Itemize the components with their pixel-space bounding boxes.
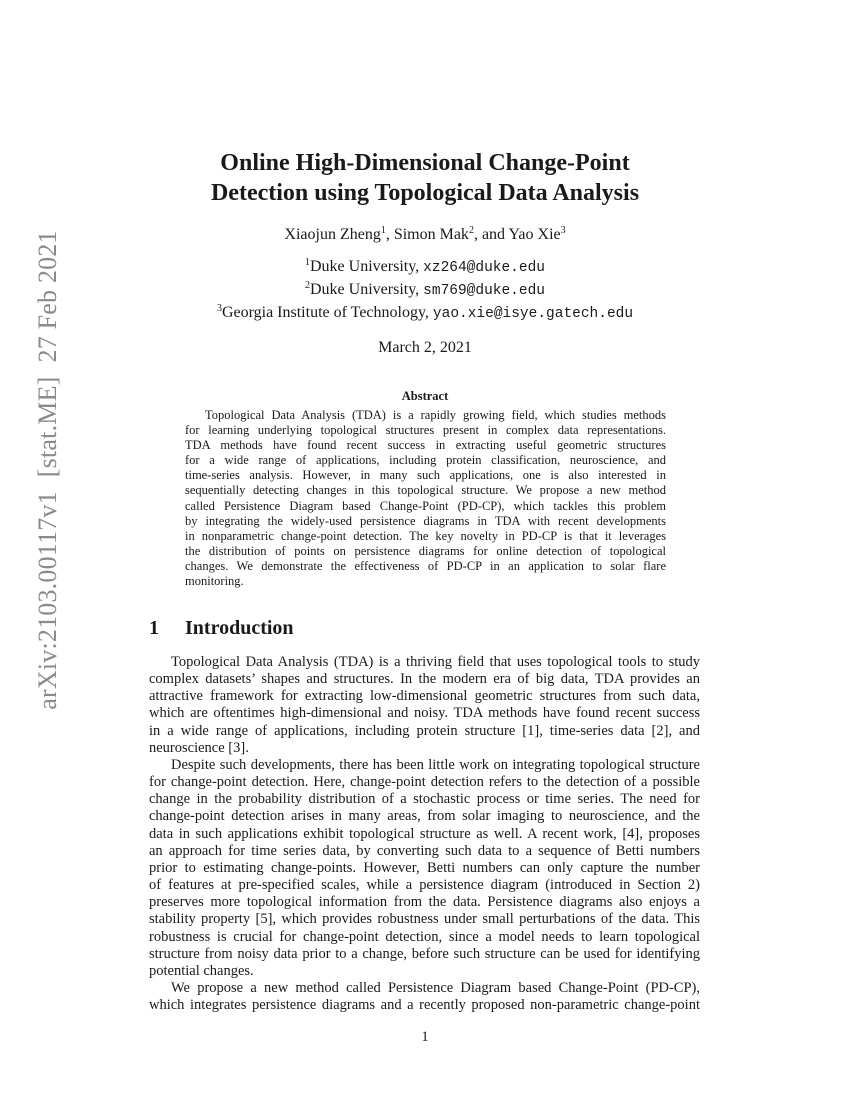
author-email: yao.xie@isye.gatech.edu [432,306,634,322]
body-line: structure from noisy data prior to a change, before such structure can be used for identifying [149,945,700,962]
publication-date: March 2, 2021 [378,339,472,356]
abstract-line: Topological Data Analysis (TDA) is a rapidly growing field, which studies methods [205,408,666,422]
affiliation-line [0,256,850,279]
body-line: an approach for time series data, by converting such data to a sequence of Betti numbers [149,842,700,859]
author-name: Xiaojun Zheng [284,226,381,243]
body-line: change-point detection arises in many areas, from solar imaging to neuroscience, and the [149,808,700,825]
affiliation-institution: Duke University, [310,281,424,298]
body-line: for change-point detection. Here, change-point detection refers to the detection of a possible [149,774,700,791]
author-affiliation-mark: 1 [380,225,386,236]
body-line: preserves more topological information from the data. Persistence diagrams also enjoys a [149,894,700,911]
body-line: prior to estimating change-points. However, Betti numbers can only capture the number [149,859,700,876]
abstract-line: TDA methods have found recent success in extracting useful geometric structures [185,438,666,453]
abstract-heading: Abstract [401,389,449,403]
abstract-line: for a wide range of applications, including protein classification, neuroscience, and [185,453,666,468]
body-line: Topological Data Analysis (TDA) is a thriving field that uses topological tools to study [171,654,700,670]
author-affiliation-mark: 2 [468,225,474,236]
affiliation-mark: 1 [305,257,310,268]
affiliation-institution: Georgia Institute of Technology, [221,304,433,321]
introduction-body [149,654,700,1014]
abstract-line: monitoring. [185,574,244,589]
abstract-line: the distribution of points on persistence diagrams for online detection of topological [185,543,666,558]
abstract-line: changes. We demonstrate the effectiveness of PD-CP in an application to solar flare [185,558,666,573]
author-list [0,226,850,244]
body-line: neuroscience [3]. [149,739,249,756]
body-line: potential changes. [149,962,254,979]
body-line: data in such applications exhibit topological structure as well. A recent work, [4], proposes [149,825,700,842]
title-line: Online High-Dimensional Change-Point [220,150,630,176]
body-line: complex datasets’ shapes and structures. In the modern era of big data, TDA provides an [149,671,700,688]
body-line: which are oftentimes high-dimensional and noisy. TDA methods have found recent success [149,705,700,722]
body-line: which integrates persistence diagrams and a recently proposed non-parametric change-point [149,997,700,1014]
section-number: 1 [149,617,159,639]
abstract-body [185,408,666,589]
affiliation-list [0,256,850,325]
affiliation-institution: Duke University, [310,258,424,275]
author-separator: , and [473,226,509,243]
section-title: Introduction [185,617,294,639]
body-line: We propose a new method called Persistence Diagram based Change-Point (PD-CP), [171,979,700,996]
author-email: sm769@duke.edu [423,283,545,299]
abstract-line: in nonparametric change-point detection. The key novelty in PD-CP is that it leverages [185,528,666,543]
arxiv-category: [stat.ME] [33,376,62,478]
section-heading [149,617,294,640]
paper-title [0,148,850,208]
body-line: stability property [5], which provides robustness under small perturbations of the data. This [149,911,700,928]
title-line: Detection using Topological Data Analysis [210,180,640,206]
body-line: attractive framework for extracting low-dimensional geometric structures from such data, [149,688,700,705]
affiliation-mark: 2 [305,280,310,291]
arxiv-date: 27 Feb 2021 [33,230,62,363]
body-line: Despite such developments, there has been little work on integrating topological structure [171,756,700,773]
body-line: robustness is crucial for change-point detection, since a model needs to learn topological [149,928,700,945]
page-number: 1 [421,1029,429,1045]
author-separator: , [385,226,394,243]
author-affiliation-mark: 3 [560,225,566,236]
abstract-line: for learning underlying topological structures present in complex data representations. [185,423,666,438]
abstract-line: sequentially detecting changes in this topological structure. We propose a new method [185,483,666,498]
author-email: xz264@duke.edu [423,260,545,276]
abstract-line: by integrating the widely-used persistence diagrams in TDA with recent developments [185,513,666,528]
affiliation-mark: 3 [216,303,222,314]
author-name: Simon Mak [393,226,469,243]
author-name: Yao Xie [508,226,561,243]
affiliation-line [0,302,850,325]
arxiv-id: arXiv:2103.00117v1 [33,491,62,710]
abstract-line: time-series analysis. However, in many such applications, one is also interested in [185,468,666,483]
body-line: change in the probability distribution of a stochastic process or time series. The need for [149,791,700,808]
abstract-line: called Persistence Diagram based Change-Point (PD-CP), which tackles this problem [185,498,666,513]
affiliation-line [0,279,850,302]
body-line: of features at pre-specified scales, while a persistence diagram (introduced in Section 2) [149,877,700,894]
body-line: in a wide range of applications, including protein structure [1], time-series data [2], and [149,722,700,739]
